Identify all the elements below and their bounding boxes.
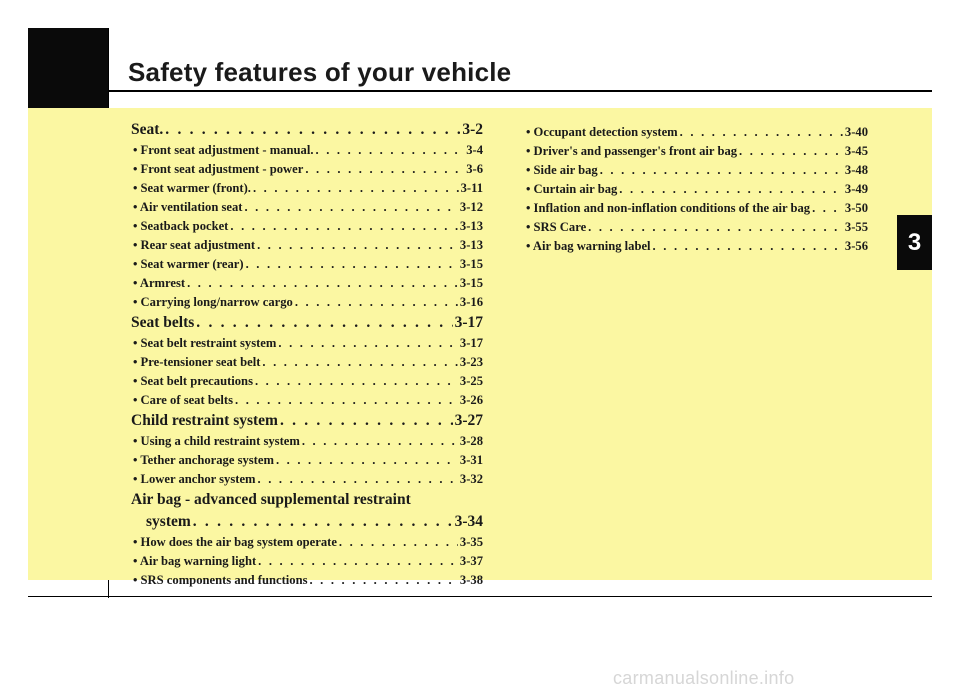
toc-label: • Using a child restraint system	[133, 434, 300, 448]
toc-section[interactable]	[131, 312, 483, 334]
toc-label: • SRS Care	[526, 220, 587, 234]
dot-leader	[253, 179, 459, 198]
toc-item[interactable]	[526, 161, 868, 180]
toc-label: • Tether anchorage system	[133, 453, 274, 467]
dot-leader	[165, 121, 460, 139]
toc-page-number: 3-48	[844, 163, 868, 177]
toc-item[interactable]	[526, 123, 868, 142]
toc-label: • Care of seat belts	[133, 393, 234, 407]
toc-item[interactable]	[131, 179, 483, 198]
dot-leader	[196, 312, 452, 334]
toc-item[interactable]	[131, 571, 483, 590]
toc-label: • Seatback pocket	[133, 219, 229, 233]
dot-leader	[246, 255, 458, 274]
toc-item[interactable]	[131, 236, 483, 255]
dot-leader	[230, 217, 458, 236]
toc-item[interactable]	[131, 372, 483, 391]
toc-label: • Lower anchor system	[133, 472, 256, 486]
toc-item[interactable]	[131, 391, 483, 410]
toc-page-number: 3-27	[454, 412, 483, 429]
toc-page-number: 3-49	[844, 182, 868, 196]
toc-page-number: 3-50	[844, 201, 868, 215]
dot-leader	[258, 470, 458, 489]
dot-leader	[600, 161, 843, 180]
toc-label: • Rear seat adjustment	[133, 238, 256, 252]
toc-item[interactable]	[131, 293, 483, 312]
toc-item[interactable]	[526, 142, 868, 161]
toc-item[interactable]	[131, 217, 483, 236]
toc-item[interactable]	[131, 470, 483, 489]
toc-page-number: 3-38	[459, 573, 483, 587]
dot-leader	[302, 432, 458, 451]
toc-label: • Air bag warning light	[133, 554, 257, 568]
toc-label: • Front seat adjustment - power	[133, 162, 304, 176]
toc-page-number: 3-32	[459, 472, 483, 486]
toc-page-number: 3-40	[844, 125, 868, 139]
dot-leader	[653, 237, 843, 256]
toc-page-number: 3-15	[459, 276, 483, 290]
toc-item[interactable]	[131, 198, 483, 217]
toc-label: • Carrying long/narrow cargo	[133, 295, 293, 309]
toc-section[interactable]	[131, 410, 483, 432]
dot-leader	[235, 391, 458, 410]
dot-leader	[193, 511, 453, 533]
toc-label: Child restraint system	[131, 412, 278, 429]
toc-label: • Front seat adjustment - manual.	[133, 143, 314, 157]
toc-label: • Seat belt precautions	[133, 374, 253, 388]
page-title: Safety features of your vehicle	[128, 57, 512, 87]
header-rule	[108, 90, 932, 92]
dot-leader	[309, 571, 457, 590]
dot-leader	[244, 198, 457, 217]
toc-label: • Seat warmer (front).	[133, 181, 251, 195]
dot-leader	[812, 199, 843, 218]
dot-leader	[316, 141, 465, 160]
toc-page-number: 3-17	[459, 336, 483, 350]
toc-item[interactable]	[526, 218, 868, 237]
toc-item[interactable]	[131, 141, 483, 160]
toc-label: • Seat warmer (rear)	[133, 257, 244, 271]
dot-leader	[588, 218, 843, 237]
toc-page-number: 3-2	[462, 121, 483, 138]
toc-item[interactable]	[526, 199, 868, 218]
toc-page-number: 3-55	[844, 220, 868, 234]
dot-leader	[680, 123, 843, 142]
dot-leader	[739, 142, 843, 161]
toc-page-number: 3-4	[466, 143, 483, 157]
toc-label: • Occupant detection system	[526, 125, 678, 139]
toc-section[interactable]	[131, 121, 483, 141]
toc-label: • Armrest	[133, 276, 186, 290]
toc-page-number: 3-26	[459, 393, 483, 407]
dot-leader	[278, 334, 458, 353]
footer-rule	[28, 596, 932, 597]
dot-leader	[619, 180, 843, 199]
toc-item[interactable]	[131, 353, 483, 372]
dot-leader	[262, 353, 458, 372]
toc-item[interactable]	[526, 180, 868, 199]
toc-left-column	[131, 121, 483, 590]
toc-page-number: 3-16	[459, 295, 483, 309]
toc-page-number: 3-28	[459, 434, 483, 448]
toc-page-number: 3-31	[459, 453, 483, 467]
toc-item[interactable]	[131, 533, 483, 552]
toc-page-number: 3-11	[460, 181, 483, 195]
toc-section-continuation	[131, 511, 483, 533]
toc-label: • Air ventilation seat	[133, 200, 243, 214]
toc-page-number: 3-17	[454, 314, 483, 331]
toc-label: • Pre-tensioner seat belt	[133, 355, 261, 369]
toc-right-column	[526, 123, 868, 256]
toc-section[interactable]	[131, 489, 483, 533]
toc-label: Air bag - advanced supplemental restraint	[131, 491, 411, 508]
toc-label: • Inflation and non-inflation conditions of the air bag	[526, 201, 811, 215]
toc-item[interactable]	[131, 552, 483, 571]
corner-block	[28, 28, 109, 109]
dot-leader	[339, 533, 458, 552]
toc-label: • Air bag warning label	[526, 239, 651, 253]
toc-label: Seat.	[131, 121, 164, 138]
toc-page-number: 3-56	[844, 239, 868, 253]
toc-page-number: 3-12	[459, 200, 483, 214]
toc-label: Seat belts	[131, 314, 195, 331]
dot-leader	[257, 236, 458, 255]
toc-page-number: 3-15	[459, 257, 483, 271]
toc-item[interactable]	[131, 160, 483, 179]
toc-label: • Driver's and passenger's front air bag	[526, 144, 738, 158]
toc-page-number: 3-6	[466, 162, 483, 176]
chapter-tab[interactable]: 3	[897, 215, 932, 270]
toc-label: • Curtain air bag	[526, 182, 618, 196]
toc-label: • How does the air bag system operate	[133, 535, 337, 549]
toc-page-number: 3-34	[454, 513, 483, 530]
toc-page-number: 3-45	[844, 144, 868, 158]
toc-item[interactable]	[526, 237, 868, 256]
dot-leader	[255, 372, 458, 391]
toc-label-continued: system	[146, 513, 191, 530]
toc-page-number: 3-35	[459, 535, 483, 549]
dot-leader	[280, 410, 453, 432]
toc-item[interactable]	[131, 432, 483, 451]
toc-item[interactable]	[131, 451, 483, 470]
toc-label: • Side air bag	[526, 163, 598, 177]
dot-leader	[276, 451, 458, 470]
toc-label: • Seat belt restraint system	[133, 336, 277, 350]
toc-item[interactable]	[131, 274, 483, 293]
toc-label: • SRS components and functions	[133, 573, 308, 587]
toc-item[interactable]	[131, 334, 483, 353]
toc-page-number: 3-13	[459, 219, 483, 233]
dot-leader	[305, 160, 464, 179]
toc-item[interactable]	[131, 255, 483, 274]
toc-page-number: 3-23	[459, 355, 483, 369]
watermark: carmanualsonline.info	[613, 668, 795, 688]
toc-page-number: 3-37	[459, 554, 483, 568]
dot-leader	[295, 293, 458, 312]
dot-leader	[187, 274, 458, 293]
toc-page-number: 3-13	[459, 238, 483, 252]
toc-page-number: 3-25	[459, 374, 483, 388]
dot-leader	[258, 552, 458, 571]
